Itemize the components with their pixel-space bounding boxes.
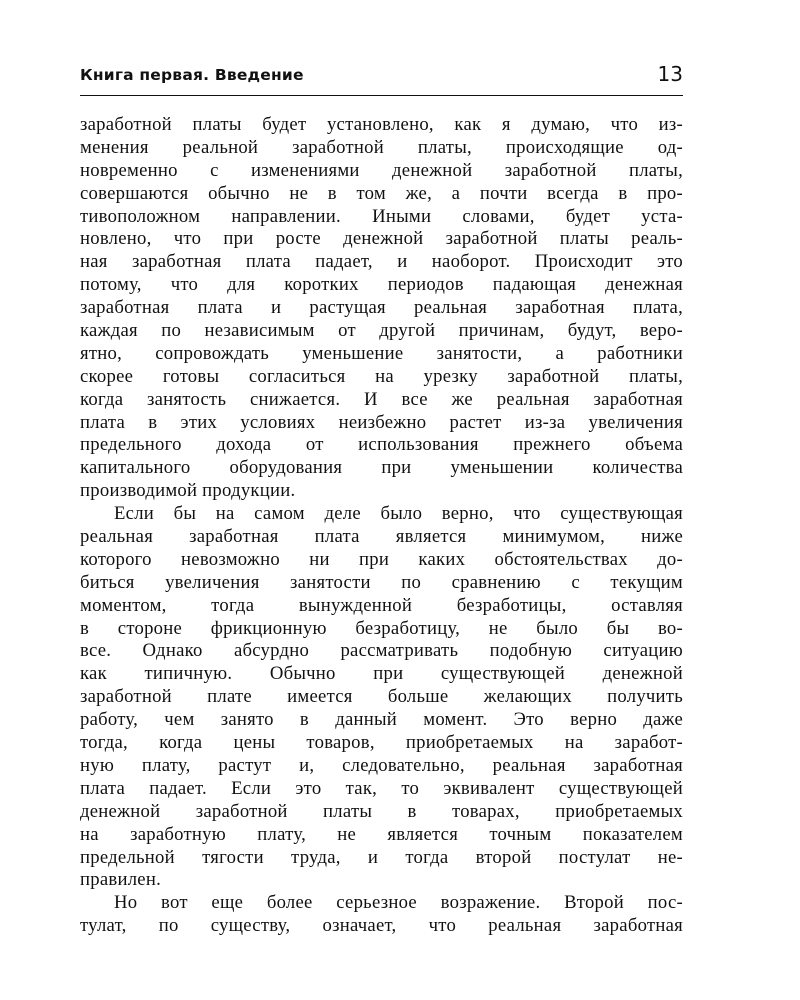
text-line: плата падает. Если это так, то эквивалент существующей [80, 777, 683, 799]
running-header [80, 62, 683, 92]
text-line: которого невозможно ни при каких обстоятельствах до- [80, 548, 683, 570]
paragraph-start-line: Если бы на самом деле было верно, что существующая [114, 503, 683, 525]
text-line: ную плату, растут и, следовательно, реальная заработная [80, 754, 683, 776]
body-text [80, 114, 683, 938]
text-line: реальная заработная плата является минимумом, ниже [80, 526, 683, 548]
text-line: тулат, по существу, означает, что реальная заработная [80, 915, 683, 937]
text-line: предельной тягости труда, и тогда второй постулат не- [80, 846, 683, 868]
text-line: скорее готовы согласиться на урезку заработной платы, [80, 365, 683, 387]
text-line: правилен. [80, 869, 162, 891]
text-line: заработной плате имеется больше желающих получить [80, 686, 683, 708]
header-divider [80, 95, 683, 96]
text-line: заработной платы будет установлено, как я думаю, что из- [80, 114, 683, 135]
text-line: в стороне фрикционную безработицу, не было бы во- [80, 617, 683, 639]
text-line: все. Однако абсурдно рассматривать подобную ситуацию [80, 640, 683, 662]
text-line: новременно с изменениями денежной заработной платы, [80, 159, 683, 181]
paragraph-start-line: Но вот еще более серьезное возражение. Второй пос- [114, 892, 683, 914]
text-line: ятно, сопровождать уменьшение занятости, а работники [80, 342, 683, 364]
text-line: капитального оборудования при уменьшении количества [80, 457, 683, 479]
text-line: работу, чем занято в данный момент. Это верно даже [80, 709, 683, 731]
text-line: биться увеличения занятости по сравнению с текущим [80, 571, 683, 593]
text-line: на заработную плату, не является точным показателем [80, 823, 683, 845]
text-line: совершаются обычно не в том же, а почти всегда в про- [80, 182, 683, 204]
text-line: менения реальной заработной платы, происходящие од- [80, 136, 683, 158]
text-line: потому, что для коротких периодов падающая денежная [80, 274, 683, 296]
text-line: заработная плата и растущая реальная заработная плата, [80, 297, 683, 319]
text-line: ная заработная плата падает, и наоборот. Происходит это [80, 251, 683, 273]
text-line: каждая по независимым от другой причинам, будут, веро- [80, 320, 683, 342]
text-line: производимой продукции. [80, 480, 296, 502]
text-line: денежной заработной платы в товарах, приобретаемых [80, 800, 683, 822]
text-line: когда занятость снижается. И все же реальная заработная [80, 388, 683, 410]
text-line: плата в этих условиях неизбежно растет из-за увеличения [80, 411, 683, 433]
text-line: тивоположном направлении. Иными словами, будет уста- [80, 205, 683, 227]
text-line: как типичную. Обычно при существующей денежной [80, 663, 683, 685]
page-number: 13 [657, 62, 683, 86]
text-line: предельного дохода от использования прежнего объема [80, 434, 683, 456]
chapter-title: Книга первая. Введение [80, 66, 304, 84]
text-line: моментом, тогда вынужденной безработицы, оставляя [80, 594, 683, 616]
text-line: новлено, что при росте денежной заработной платы реаль- [80, 228, 683, 250]
text-line: тогда, когда цены товаров, приобретаемых на заработ- [80, 732, 683, 754]
